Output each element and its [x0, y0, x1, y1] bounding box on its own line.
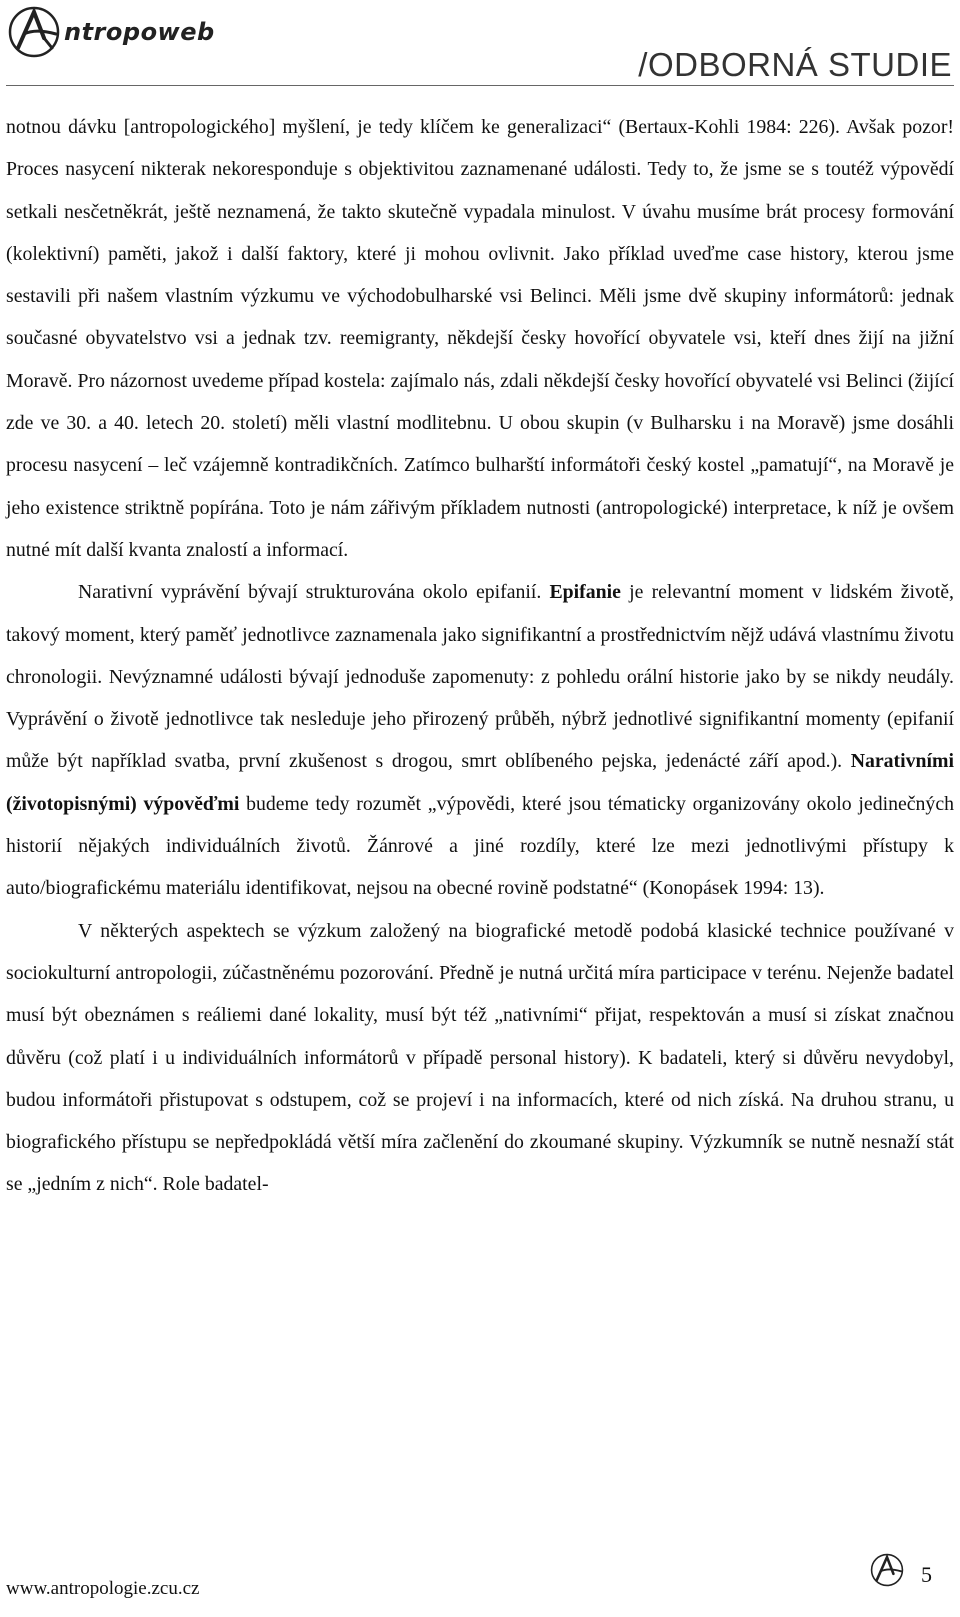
- term-narativni-vypovedi: Narativními (životopisnými) výpověďmi: [6, 750, 954, 815]
- footer-page-marker: [869, 1552, 932, 1588]
- footer-url[interactable]: www.antropologie.zcu.cz: [6, 1578, 200, 1599]
- header-divider: [6, 85, 954, 86]
- paragraph-1: notnou dávku [antropologického] myšlení, je tedy klíčem ke generalizaci“ (Bertaux-Kohli 1984: 226). Avšak pozor! Proces nasycení nikterak nekoresponduje s objektivitou zaznamenané události. Tedy to, že jsme se s toutéž výpovědí setkali nesčetněkrát, ještě neznamená, že takto skutečně vypadala minulost. V úvahu musíme brát procesy formování (kolektivní) paměti, jakož i další faktory, které ji mohou ovlivnit. Jako příklad uveďme case history, kterou jsme sestavili při našem vlastním výzkumu ve východobulharské vsi Belinci. Měli jsme dvě skupiny informátorů: jednak současné obyvatelstvo vsi a jednak tzv. reemigranty, někdejší česky hovořící obyvatele vsi, kteří dnes žijí na jižní Moravě. Pro názornost uvedeme případ kostela: zajímalo nás, zdali někdejší česky hovořící obyvatelé vsi Belinci (žijící zde ve 30. a 40. letech 20. století) měli vlastní modlitebnu. U obou skupin (v Bulharsku i na Moravě) jsme dosáhli procesu nasycení – leč vzájemně kontradikčních. Zatímco bulharští informátoři český kostel „pamatují“, na Moravě je jeho existence striktně popírána. Toto je nám zářivým příkladem nutnosti (antropologické) interpretace, k níž je ovšem nutné mít další kvanta znalostí a informací.: [6, 116, 954, 561]
- term-epifanie: Epifanie: [549, 581, 621, 604]
- paragraph-2: [6, 571, 954, 909]
- article-body: [6, 106, 954, 1206]
- antropoweb-small-logo-icon: [869, 1552, 905, 1588]
- antropoweb-a-logo-icon: [6, 4, 62, 60]
- page-footer: [0, 1530, 960, 1617]
- antropoweb-logo: [6, 4, 215, 60]
- paragraph-2-text-2: je relevantní moment v lidském životě, takový moment, který paměť jednotlivce zaznamenala jako signifikantní a prostřednictvím nějž udává vlastnímu životu chronologii. Nevýznamné události bývají jednoduše zapomenuty: z pohledu orální historie jako by se nikdy neudály. Vyprávění o životě jednotlivce tak nesleduje jeho přirozený průběh, nýbrž jednotlivé signifikantní momenty (epifanií může být například svatba, první zkušenost s drogou, smrt oblíbeného pejska, jedenácté září apod.).: [6, 581, 954, 773]
- paragraph-2-text-1: Narativní vyprávění bývají strukturována okolo epifanií.: [78, 581, 550, 604]
- paragraph-3: V některých aspektech se výzkum založený na biografické metodě podobá klasické technice používané v sociokulturní antropologii, zúčastněnému pozorování. Předně je nutná určitá míra participace v terénu. Nejenže badatel musí být obeznámen s reáliemi dané lokality, musí být též „nativními“ přijat, respektován a musí si získat značnou důvěru (což platí i u individuálních informátorů v případě personal history). K badateli, který si důvěru nevydobyl, budou informátoři přistupovat s odstupem, což se projeví i na informacích, které od nich získá. Na druhou stranu, u biografického přístupu se nepředpokládá větší míra začlenění do zkoumané skupiny. Výzkumník se nutně nesnaží stát se „jedním z nich“. Role badatel-: [6, 919, 954, 1196]
- paragraph-2-text-3: budeme tedy rozumět „výpovědi, které jsou tématicky organizovány okolo jedinečných historií nějakých individuálních životů. Žánrové a jiné rozdíly, které lze mezi jednotlivými přístupy k auto/biografickému materiálu identifikovat, nejsou na obecné rovině podstatné“ (Konopásek 1994: 13).: [6, 792, 954, 900]
- page-header: [0, 0, 960, 86]
- section-label: /ODBORNÁ STUDIE: [638, 46, 952, 83]
- logo-text: ntropoweb: [64, 18, 215, 46]
- page-number: 5: [921, 1562, 932, 1587]
